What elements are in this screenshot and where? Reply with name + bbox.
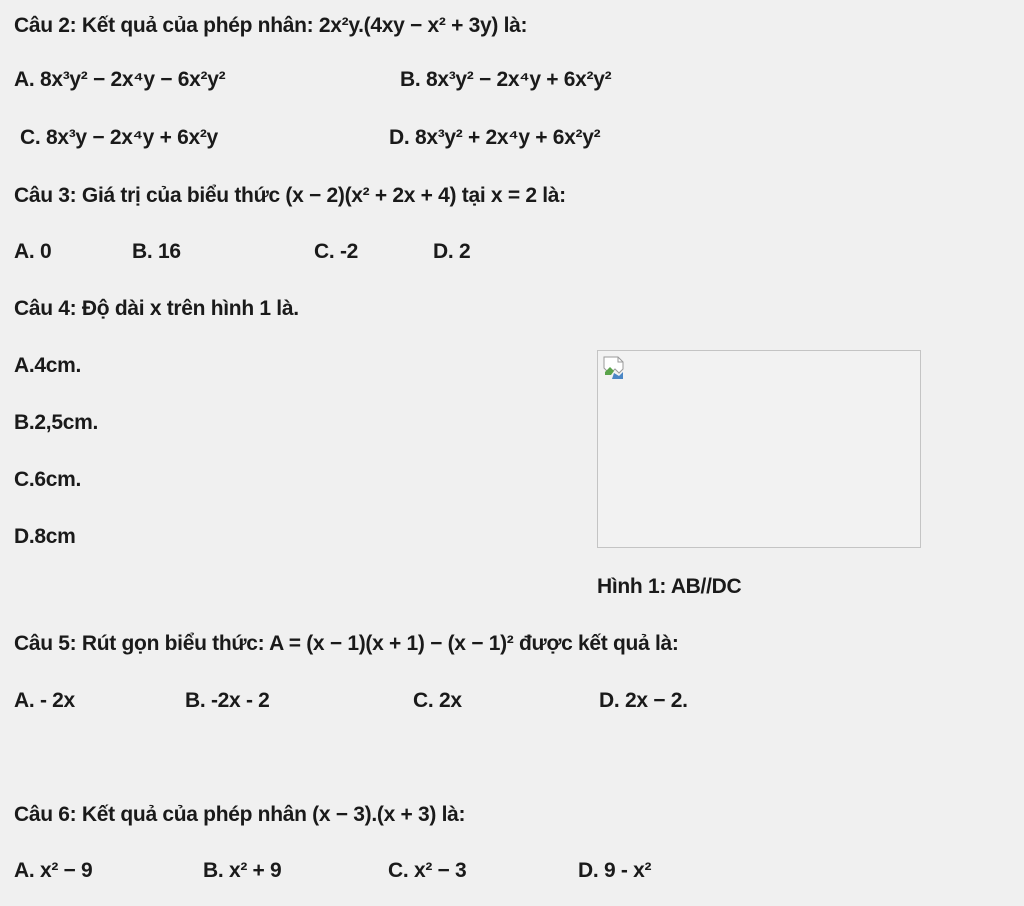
option-label: A. bbox=[14, 859, 35, 882]
option-label: A. bbox=[14, 240, 35, 263]
question-4-option-b[interactable] bbox=[14, 411, 98, 435]
option-label: B. bbox=[132, 240, 153, 263]
question-3-option-b[interactable] bbox=[132, 240, 181, 264]
option-text: 6cm. bbox=[34, 468, 82, 491]
question-2-option-a[interactable] bbox=[14, 68, 225, 92]
option-label: C. bbox=[413, 689, 434, 712]
question-4-option-d[interactable] bbox=[14, 525, 76, 549]
option-label: D. bbox=[14, 525, 35, 548]
question-5-option-d[interactable] bbox=[599, 689, 688, 713]
option-label: C. bbox=[20, 126, 41, 149]
option-label: B. bbox=[14, 411, 35, 434]
option-label: D. bbox=[578, 859, 599, 882]
option-text: 8x³y − 2x⁴y + 6x²y bbox=[45, 126, 218, 149]
option-text: x² − 3 bbox=[413, 859, 467, 882]
option-label: B. bbox=[185, 689, 206, 712]
option-label: C. bbox=[314, 240, 335, 263]
question-3-option-d[interactable] bbox=[433, 240, 470, 264]
option-text: -2x - 2 bbox=[210, 689, 270, 712]
option-text: x² − 9 bbox=[39, 859, 93, 882]
option-text: 8cm bbox=[34, 525, 76, 548]
question-4-option-a[interactable] bbox=[14, 354, 81, 378]
option-text: 8x³y² + 2x⁴y + 6x²y² bbox=[414, 126, 601, 149]
question-2-stem bbox=[14, 14, 527, 38]
question-5-option-b[interactable] bbox=[185, 689, 270, 713]
question-3-option-c[interactable] bbox=[314, 240, 358, 264]
question-6-option-c[interactable] bbox=[388, 859, 466, 883]
question-2-option-c[interactable] bbox=[20, 126, 218, 150]
question-3-option-a[interactable] bbox=[14, 240, 51, 264]
option-label: A. bbox=[14, 68, 35, 91]
question-4-option-c[interactable] bbox=[14, 468, 81, 492]
question-2-option-d[interactable] bbox=[389, 126, 600, 150]
option-label: D. bbox=[599, 689, 620, 712]
question-3-stem: Câu 3: Giá trị của biểu thức (x − 2)(x² + 2x + 4) tại x = 2 là: bbox=[14, 184, 566, 207]
question-5-stem: Câu 5: Rút gọn biểu thức: A = (x − 1)(x + 1) − (x − 1)² được kết quả là: bbox=[14, 632, 679, 655]
question-4-stem: Câu 4: Độ dài x trên hình 1 là. bbox=[14, 297, 299, 320]
question-6-stem: Câu 6: Kết quả của phép nhân (x − 3).(x + 3) là: bbox=[14, 803, 466, 826]
option-label: B. bbox=[203, 859, 224, 882]
option-label: D. bbox=[389, 126, 410, 149]
option-text: 2,5cm. bbox=[34, 411, 98, 434]
option-label: D. bbox=[433, 240, 454, 263]
option-text: - 2x bbox=[39, 689, 75, 712]
question-2-expression: 2x²y.(4xy − x² + 3y) là: bbox=[318, 14, 528, 37]
option-text: 2 bbox=[458, 240, 471, 263]
question-2-option-b[interactable] bbox=[400, 68, 611, 92]
option-text: 4cm. bbox=[34, 354, 82, 377]
question-6-option-d[interactable] bbox=[578, 859, 651, 883]
broken-image-icon bbox=[601, 355, 629, 383]
option-text: 9 - x² bbox=[603, 859, 652, 882]
option-text: x² + 9 bbox=[228, 859, 282, 882]
question-2-prefix: Câu 2: Kết quả của phép nhân: bbox=[14, 14, 319, 37]
question-5-option-a[interactable] bbox=[14, 689, 75, 713]
question-5-option-c[interactable] bbox=[413, 689, 462, 713]
figure-1-caption: Hình 1: AB//DC bbox=[597, 575, 742, 598]
option-text: 16 bbox=[157, 240, 181, 263]
option-text: 8x³y² − 2x⁴y + 6x²y² bbox=[425, 68, 612, 91]
option-text: 0 bbox=[39, 240, 52, 263]
option-text: 8x³y² − 2x⁴y − 6x²y² bbox=[39, 68, 226, 91]
option-label: C. bbox=[388, 859, 409, 882]
option-label: B. bbox=[400, 68, 421, 91]
question-6-option-b[interactable] bbox=[203, 859, 281, 883]
option-text: -2 bbox=[339, 240, 359, 263]
option-label: C. bbox=[14, 468, 35, 491]
option-label: A. bbox=[14, 689, 35, 712]
option-text: 2x bbox=[438, 689, 462, 712]
option-text: 2x − 2. bbox=[624, 689, 688, 712]
option-label: A. bbox=[14, 354, 35, 377]
question-6-option-a[interactable] bbox=[14, 859, 92, 883]
figure-1-image bbox=[597, 350, 921, 548]
